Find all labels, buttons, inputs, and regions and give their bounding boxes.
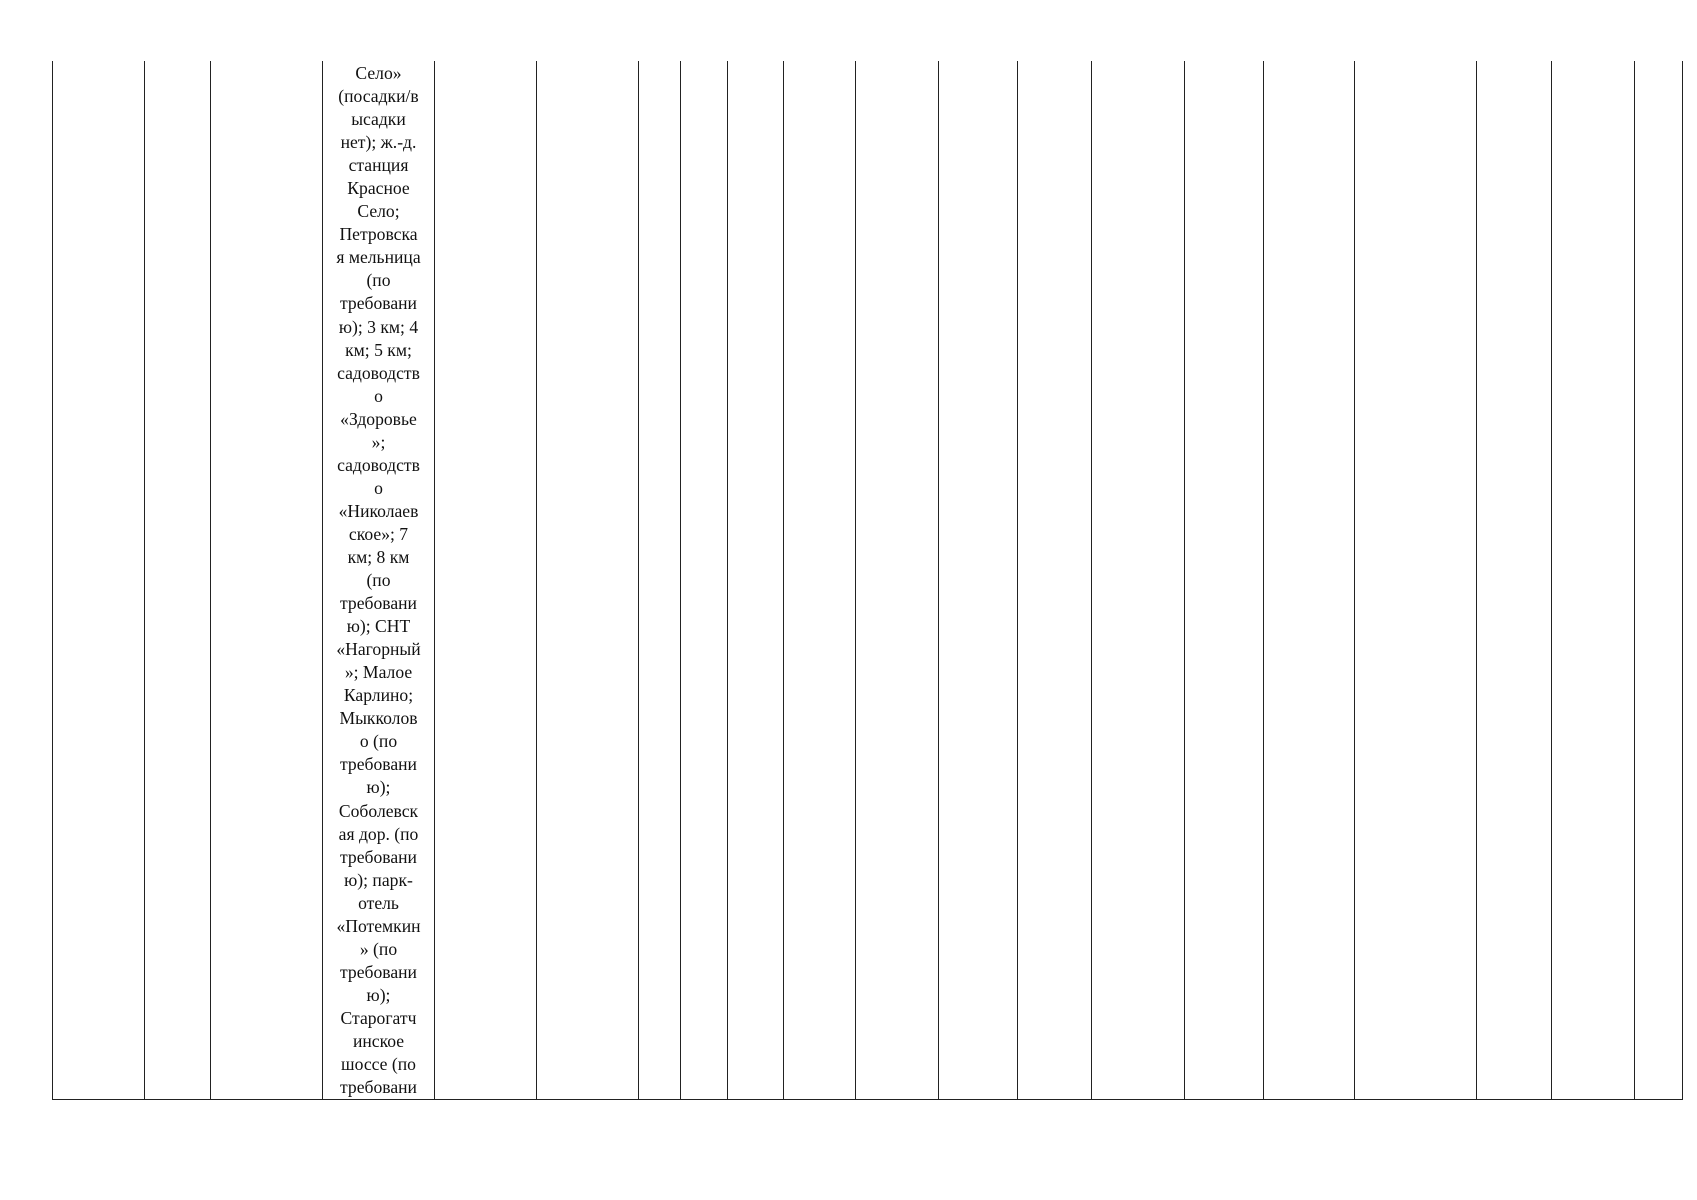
stops-line: ю); 3 км; 4 xyxy=(338,316,419,337)
stops-list-cell xyxy=(323,61,435,1100)
stops-line: ысадки xyxy=(351,109,406,130)
stops-line: «Здоровье xyxy=(340,408,417,429)
table-cell xyxy=(211,61,323,1100)
stops-line: ю); СНТ xyxy=(346,616,411,637)
table-cell xyxy=(1264,61,1355,1100)
stops-line: » (по xyxy=(359,938,398,959)
table-cell xyxy=(435,61,537,1100)
stops-line: »; xyxy=(371,431,386,452)
stops-line: требовани xyxy=(340,846,417,867)
table-cell xyxy=(681,61,728,1100)
table-cell xyxy=(939,61,1018,1100)
stops-line: (по xyxy=(366,270,391,291)
stops-line: (по xyxy=(366,570,391,591)
stops-line: ское»; 7 xyxy=(348,523,409,544)
table-cell xyxy=(537,61,639,1100)
stops-line: ю); парк- xyxy=(344,869,413,890)
table-cell xyxy=(1635,61,1683,1100)
stops-line: км; 5 км; xyxy=(345,339,412,360)
stops-line: Село» xyxy=(355,63,402,83)
stops-line: садоводств xyxy=(337,362,420,383)
stops-line: о (по xyxy=(359,731,398,752)
stops-line: я мельница xyxy=(336,247,421,268)
stops-line: ю); xyxy=(366,777,391,798)
stops-line: требовани xyxy=(340,593,417,614)
stops-line: садоводств xyxy=(337,454,420,475)
table-cell xyxy=(728,61,784,1100)
stops-line: Красное xyxy=(347,178,410,199)
stops-line: ю); xyxy=(366,984,391,1005)
stops-line: Старогатч xyxy=(340,1007,417,1028)
table-row xyxy=(53,61,1683,1100)
stops-line: Соболевск xyxy=(338,800,419,821)
stops-line: шоссе (по xyxy=(341,1054,416,1075)
table-cell xyxy=(1185,61,1264,1100)
stops-line: требовани xyxy=(340,293,417,314)
table-cell xyxy=(53,61,145,1100)
stops-line: инское xyxy=(352,1030,405,1051)
stops-line: нет); ж.-д. xyxy=(340,132,417,153)
stops-list-text xyxy=(323,61,434,1099)
stops-line: Петровска xyxy=(339,224,418,245)
stops-line: отель xyxy=(358,892,399,913)
stops-line: требовани xyxy=(340,961,417,982)
table-cell xyxy=(1018,61,1092,1100)
stops-line: км; 8 км xyxy=(347,546,410,567)
stops-line: «Николаев xyxy=(338,500,419,521)
stops-line: станция xyxy=(348,155,409,176)
stops-line: ая дор. (по xyxy=(338,823,419,844)
stops-line: Мыкколов xyxy=(339,708,418,729)
table-cell xyxy=(856,61,939,1100)
stops-line: требовани xyxy=(340,1077,417,1098)
route-table xyxy=(52,61,1683,1100)
table-cell xyxy=(1477,61,1552,1100)
table-cell xyxy=(1552,61,1635,1100)
stops-line: »; Малое xyxy=(344,662,413,683)
table-cell xyxy=(145,61,211,1100)
stops-line: о xyxy=(374,385,383,406)
table-cell xyxy=(1355,61,1477,1100)
stops-line: Село; xyxy=(357,201,400,222)
table-cell xyxy=(639,61,681,1100)
stops-line: требовани xyxy=(340,754,417,775)
table-cell xyxy=(784,61,856,1100)
stops-line: «Потемкин xyxy=(336,915,421,936)
stops-line: (посадки/в xyxy=(338,86,419,107)
table-cell xyxy=(1092,61,1185,1100)
stops-line: Карлино; xyxy=(343,685,414,706)
stops-line: о xyxy=(374,477,383,498)
stops-line: «Нагорный xyxy=(336,639,421,660)
